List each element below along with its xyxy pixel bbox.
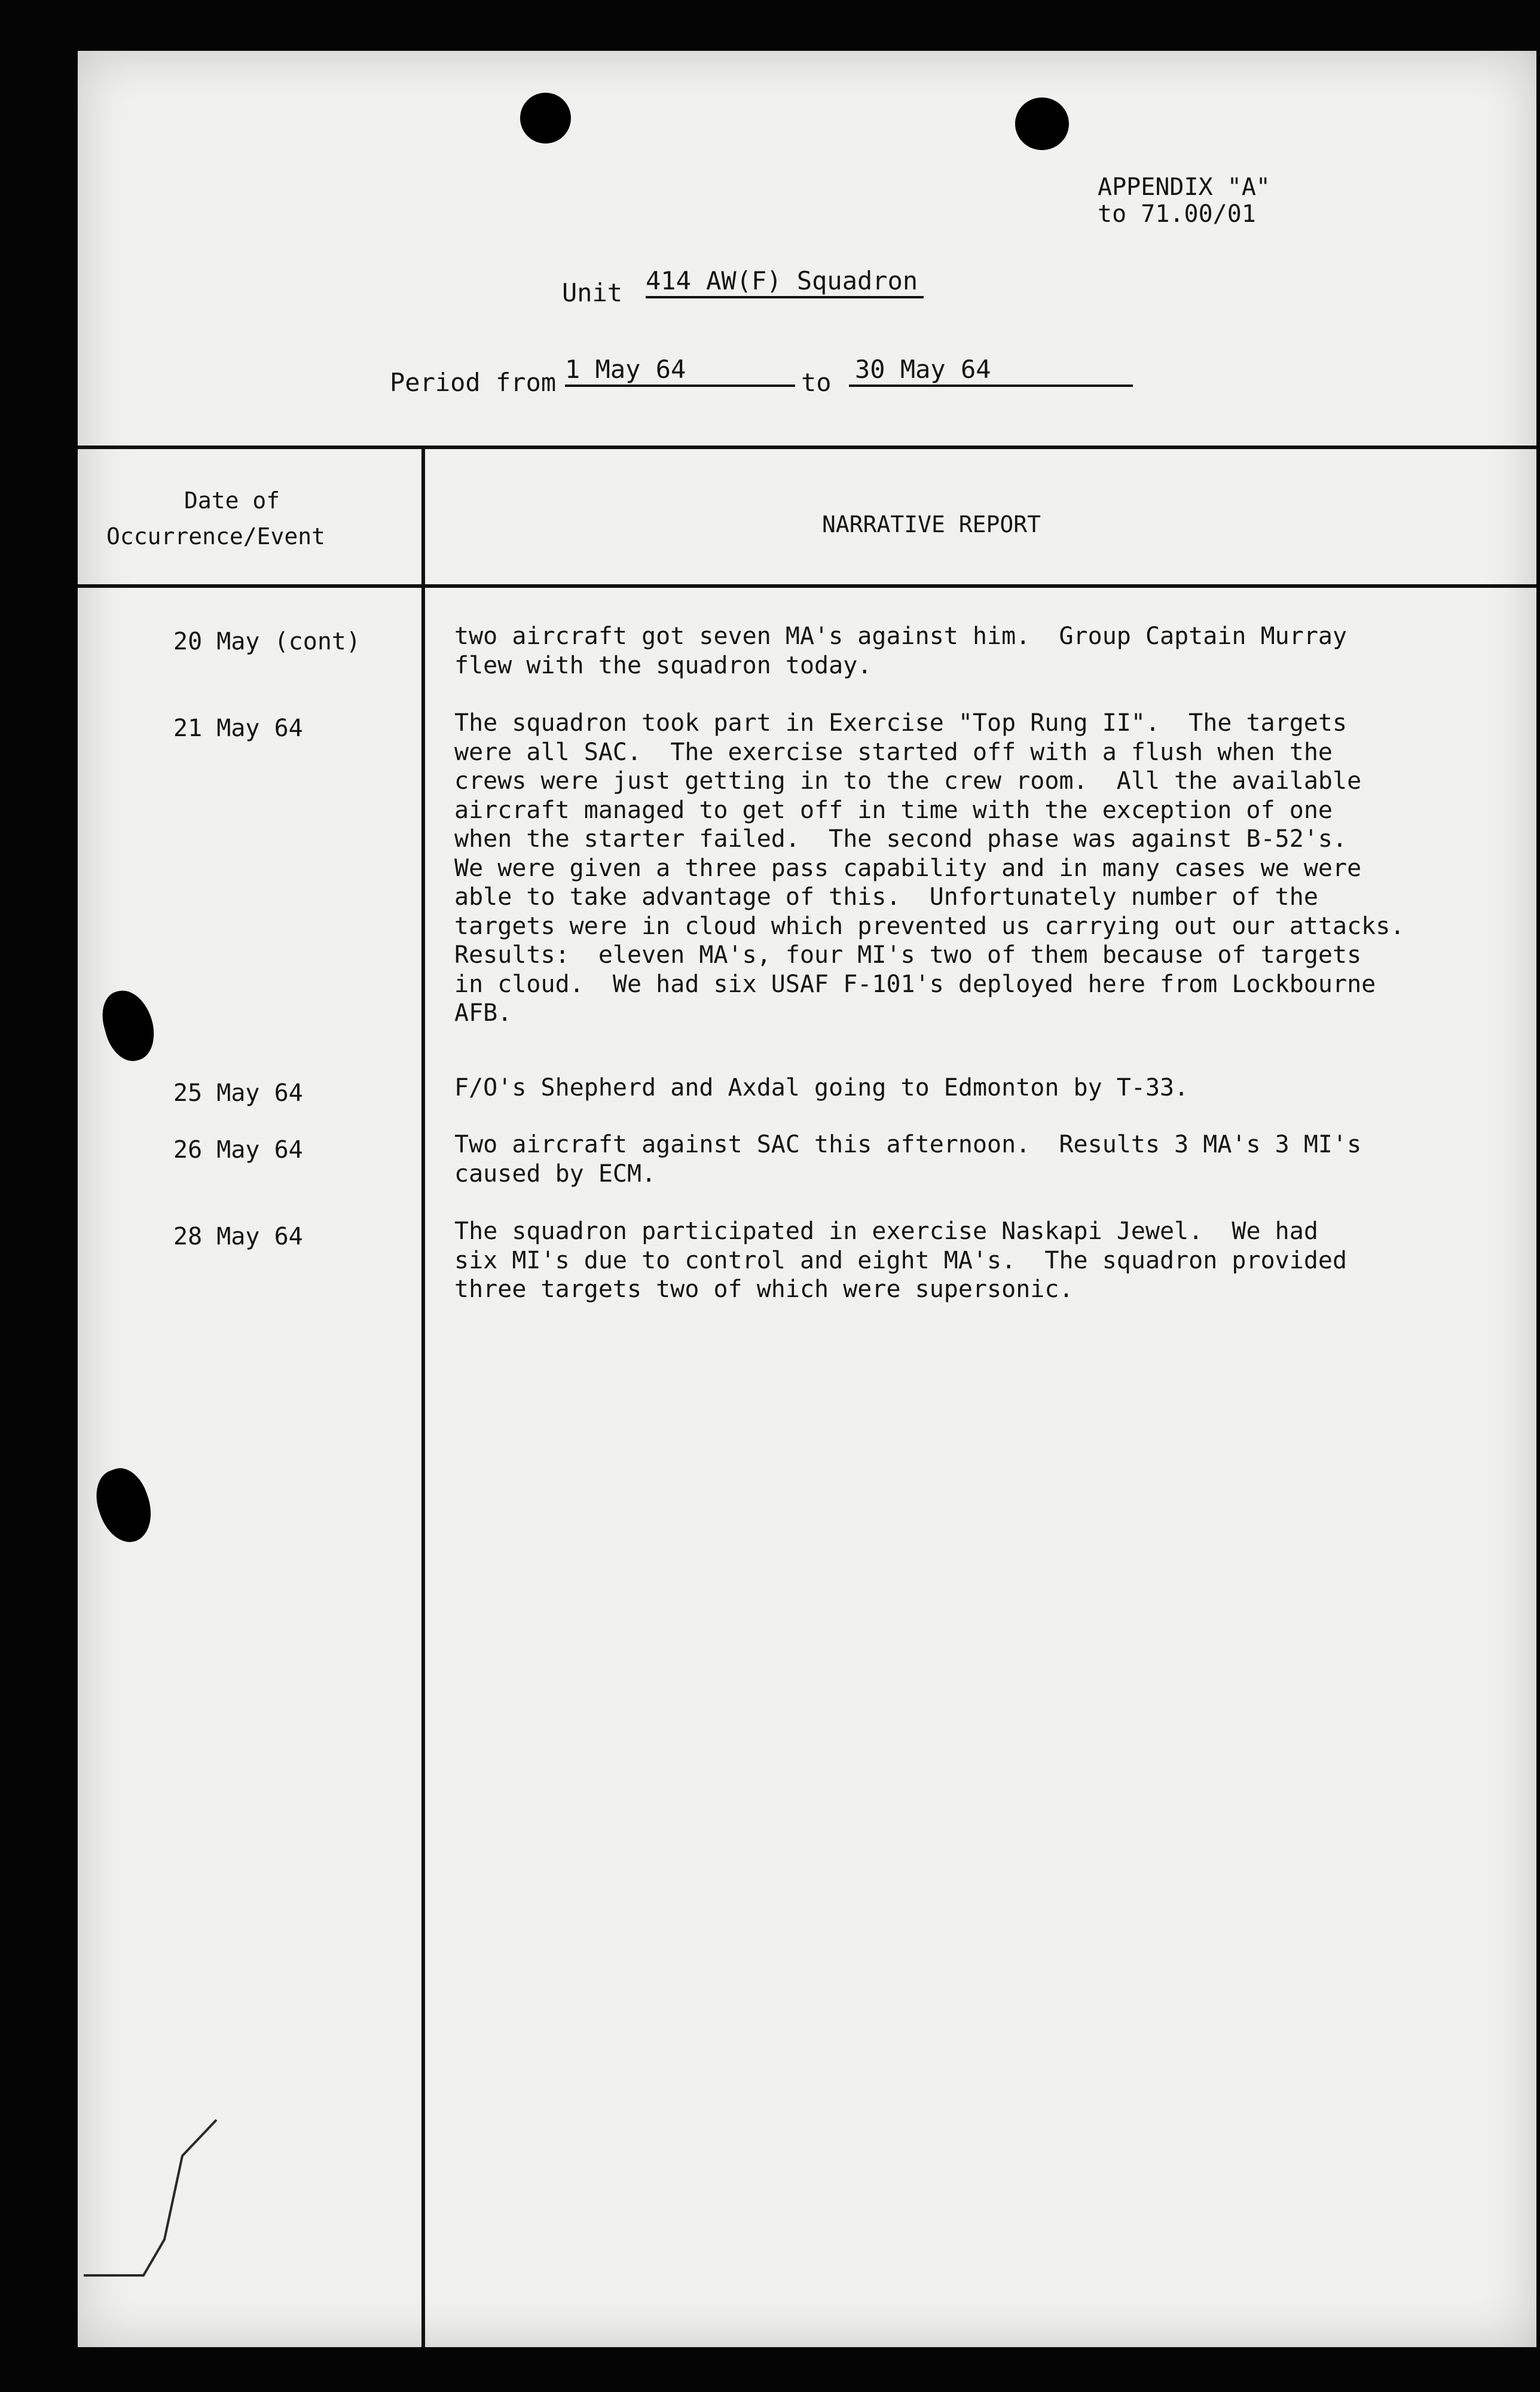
entry-date: 25 May 64 (173, 1079, 303, 1107)
entry-narrative: F/O's Shepherd and Axdal going to Edmonton by T-33. (454, 1074, 1189, 1102)
period-to-value: 30 May 64 (855, 355, 991, 384)
period-label: Period from (390, 368, 557, 397)
pencil-mark (78, 2096, 221, 2287)
table-top-rule (78, 446, 1536, 449)
unit-value: 414 AW(F) Squadron (646, 266, 918, 295)
punch-hole (96, 985, 161, 1067)
period-from-underline (565, 385, 795, 387)
entry-date: 28 May 64 (173, 1223, 303, 1250)
entry-narrative: The squadron participated in exercise Naskapi Jewel. We had six MI's due to control and eight MA's. The squadron provided three targets two of which were supersonic. (454, 1218, 1348, 1303)
appendix-reference-file: to 71.00/01 (1098, 200, 1256, 228)
entry-date: 21 May 64 (173, 715, 303, 742)
table-header-rule (78, 584, 1536, 588)
column-divider (421, 446, 425, 2347)
narrative-column-header: NARRATIVE REPORT (822, 511, 1041, 538)
period-from-value: 1 May 64 (565, 355, 686, 384)
unit-label: Unit (562, 278, 623, 307)
period-to-label: to (801, 368, 832, 397)
date-column-header-line2: Occurrence/Event (106, 523, 326, 550)
punch-hole (87, 1462, 161, 1549)
unit-underline (646, 296, 924, 298)
punch-hole (1015, 97, 1069, 150)
entry-narrative: The squadron took part in Exercise "Top Rung II". The targets were all SAC. The exercise started off with a flush when the crews were just getting in to the crew room. All the available aircraft managed to get off in time with the exception of one when the starter failed. The second phase was against B-52's. We were given a three pass capability and in many cases we were able to take advantage of this. Unfortunately number of the targets were in cloud which prevented us carrying out our attacks. Results: eleven MA's, four MI's two of them because of targets in cloud. We had six USAF F-101's deployed here from Lockbourne AFB. (454, 709, 1405, 1027)
punch-hole (520, 93, 571, 144)
entry-narrative: Two aircraft against SAC this afternoon. Results 3 MA's 3 MI's caused by ECM. (454, 1131, 1362, 1188)
entry-narrative: two aircraft got seven MA's against him. Group Captain Murray flew with the squadron today. (454, 623, 1348, 679)
entry-date: 20 May (cont) (173, 628, 361, 655)
period-to-underline (849, 385, 1133, 387)
document-page (78, 51, 1536, 2347)
entry-date: 26 May 64 (173, 1136, 303, 1164)
appendix-reference: APPENDIX "A" (1098, 173, 1270, 201)
date-column-header: Date of (184, 487, 280, 514)
